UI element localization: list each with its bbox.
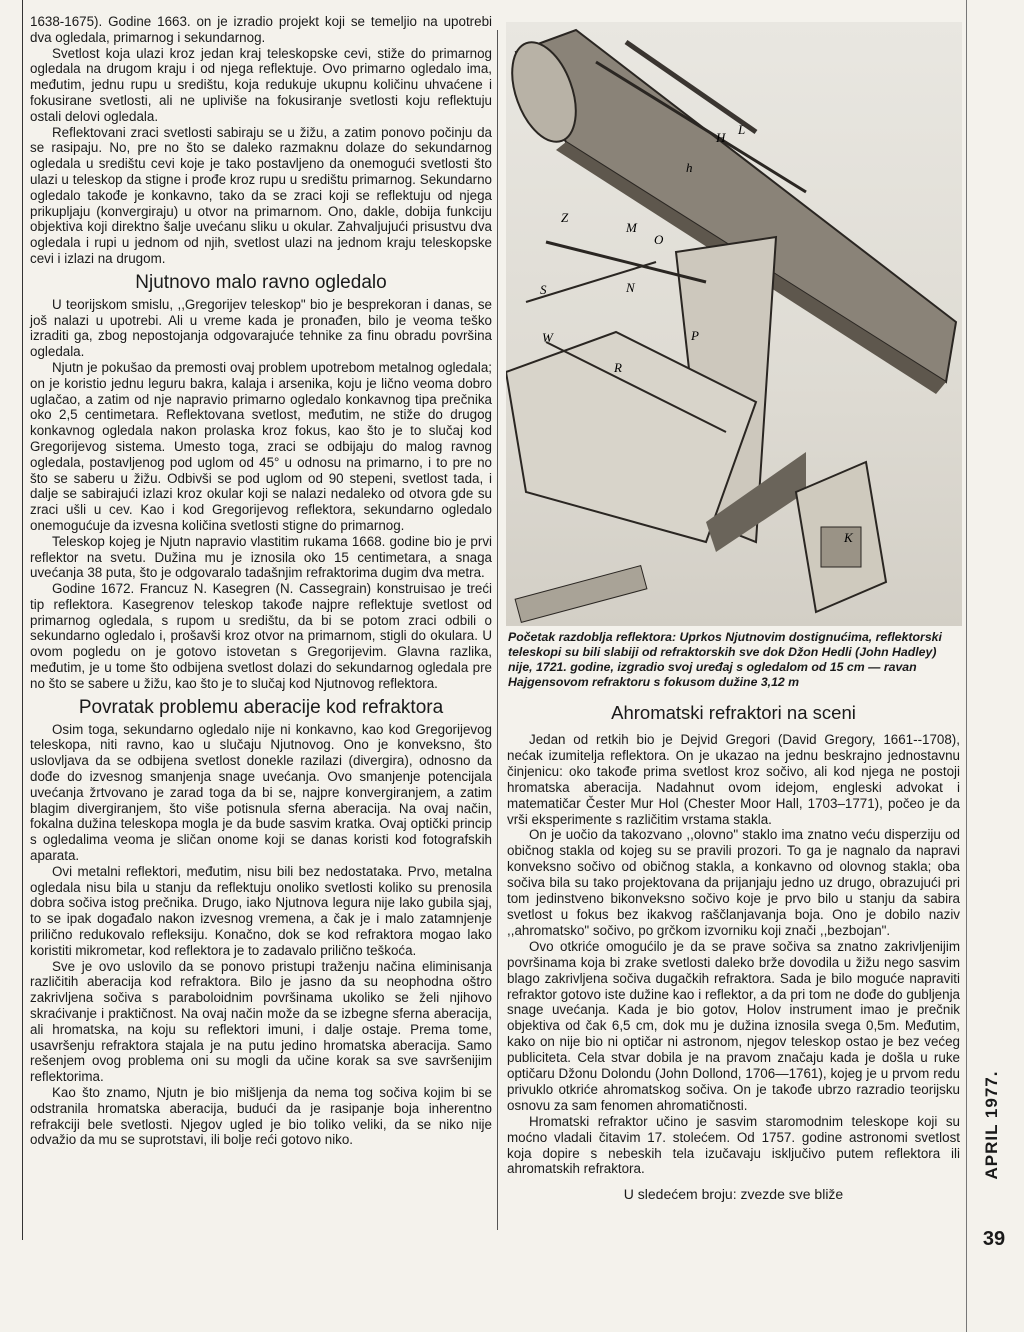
paragraph: U teorijskom smislu, ,,Gregorijev teleskop" bio je besprekoran i danas, se još nalazi u upotrebi. Ali u vreme kada je pronađen, bilo je veoma teško izraditi ga, zbog nepostojanja odgovarajuće tehnike za finu obradu površina ogledala. — [30, 296, 492, 360]
issue-date-text: APRIL 1977. — [982, 1070, 1001, 1180]
paragraph: Sve je ovo uslovilo da se ponovo pristupi traženju načina eliminisanja različitih aberacija kod refraktora. Bilo je jasno da su neophodna oštro zakrivljena sočiva s paraboloidnim površinama ukoliko se želi njihovo skraćivanje i praktičnost. Na ovaj način može da se izbegne sferna aberacija, ali hromatska, na koju su reflektori imuni, i dalje ostaje. Prema tome, usavršenju refraktora stajala je na putu jedino hromatska aberacija. Samo rešenjem ovog problema oni su mogli da učine korak sa sve savršenijim reflektorima. — [30, 958, 492, 1085]
figure-letter: S — [540, 282, 547, 297]
paragraph: Njutn je pokušao da premosti ovaj problem upotrebom metalnog ogledala; on je koristio jednu leguru bakra, kalaja i arsenika, koju je lično veoma dobro uglačao, a zatim od nje napravio primarno ogledalo konkavnog tipa prečnika oko 2,5 centimetara. Reflektovana svetlost, međutim, ne stiže do drugog konkavnog ogledala nakon prolaska kroz fokus, kao što je to slučaj kod Gregorijevog sistema. Umesto toga, zraci se odbijaju do malog ravnog ogledala, postavljenog pod uglom od 45° u odnosu na primarno, i to pre no što se saberu u žižu. Odbivši se pod uglom od 90 stepeni, svetlost tada, i dalje se sabirajući izlazi kroz okular koji se nalazi nedaleko od otvora gde su zraci ušli u cev. Kao i kod Gregorijevog reflektora, sekundarno ogledalo onemogućuje da izvesna količina svetlosti stigne do primarnog. — [30, 359, 492, 533]
figure-letter: Z — [561, 210, 569, 225]
figure-caption: Početak razdoblja reflektora: Uprkos Njutnovim dostignućima, reflektorski teleskopi su bili slabiji od refraktorskih sve dok Džon Hedli (John Hadley) nije, 1721. godine, izgradio svoj uređaj s ogledalom od 15 cm — ravan Hajgensovom refraktoru s fokusom dužine 3,12 m — [508, 630, 942, 689]
section-heading: Povratak problemu aberacije kod refraktora — [78, 696, 444, 718]
figure-letter: R — [614, 360, 622, 375]
paragraph: Kao što znamo, Njutn je bio mišljenja da nema tog sočiva kojim bi se odstranila hromatska aberacija, budući da je rasipanje boja inherentno refrakciji bele svetlosti. Njegov ugled je bio toliko veliki, da se niko nije odvažio da mu se suprotstavi, ili bolje reći gotovo niko. — [30, 1085, 492, 1148]
paragraph: Ovo otkriće omogućilo je da se prave sočiva sa znatno zakrivljenijim površinama koja bi zrake svetlosti daleko brže dovodila u žižu nego sasvim blago zakrivljena sočiva dugačkih refraktora. Sada je bilo moguće napraviti refraktor gotovo iste dužine kao i reflektor, a da pri tom ne dođe do gubljenja snage uvećanja. Kada je bio gotov, Holov instrument imao je prečnik objektiva od čak 6,5 cm, dok mu je dužina iznosila svega 0,5m. Međutim, kako on nije bio ni optičar ni astronom, njegov teleskop ostao je bez većeg publiciteta. Cela stvar dobila je na pravom značaju kada je došla u ruke optičaru Džonu Dolondu (John Dollond, 1706—1761), kojeg je u prvom redu privuklo otkriće ahromatskog sočiva. On je takođe ubrzo razradio teorijsku osnovu za sam fenomen ahromatičnosti. — [507, 938, 960, 1113]
figure-letter: H — [716, 130, 726, 145]
figure-letter: h — [686, 160, 693, 175]
right-column — [507, 702, 960, 1203]
left-column — [30, 14, 492, 1148]
figure-letter: W — [542, 330, 553, 345]
figure-letter: P — [691, 328, 699, 343]
paragraph: Svetlost koja ulazi kroz jedan kraj teleskopske cevi, stiže do primarnog ogledala na drugom kraju i od njega reflektuje. Ovo primarno ogledalo ima, međutim, jednu rupu u središtu, koja redukuje ukupnu količinu uhvaćene i fokusirane svetlosti, ali ne upliviše na fokusiranje svetlosti koju reflektuju ostali delovi ogledala. — [30, 45, 492, 124]
paragraph: Teleskop kojeg je Njutn napravio vlastitim rukama 1668. godine bio je prvi reflektor na svetu. Dužina mu je iznosila oko 15 centimetara, a snaga uvećanja 38 puta, što je odgovaralo tadašnjim refraktorima dugim dva metra. — [30, 533, 492, 581]
paragraph: 1638-1675). Godine 1663. on je izradio projekt koji se temeljio na upotrebi dva ogledala, primarnog i sekundarnog. — [30, 14, 492, 45]
page-number: 39 — [982, 1228, 1006, 1250]
figure-letter: N — [626, 280, 635, 295]
figure-letters — [506, 22, 962, 626]
section-heading: Ahromatski refraktori na sceni — [611, 702, 856, 723]
paragraph: Godine 1672. Francuz N. Kasegren (N. Cassegrain) konstruisao je treći tip reflektora. Kasegrenov teleskop takođe najpre reflektuje svetlost od primarnog ogledala, s rupom u središtu, da bi se potom zraci odbili o sekundarno ogledalo i, prošavši kroz otvor na primarnom, stigli do okulara. U ovom pogledu on je gotovo istovetan s Gregorijevim. Glavna razlika, međutim, je u tome što odbijena svetlost dolazi do sekundarnog ogledala pre no što se sabere u žižu, kao što je to slučaj kod Njutnovog reflektora. — [30, 581, 492, 691]
paragraph: On je uočio da takozvano ,,olovno" staklo ima znatno veću disperziju od običnog stakla od kojeg su se pravili prozori. To ga je nagnalo da napravi konveksno sočivo od običnog stakla, a konkavno od olovnog stakla; oba sočiva bila su tako projektovana da prijanjaju jedno uz drugo, obrazujući pri tom jedinstveno bikonveksno sočivo koje je prvo bilo u stanju da sabira svetlost u fokus bez ikakvog raščlanjavanja boja. Ono je dobilo naziv ,,ahromatsko" sočivo, po grčkom izvorniku koji znači ,,bezbojan". — [507, 827, 960, 938]
paragraph: Reflektovani zraci svetlosti sabiraju se u žižu, a zatim ponovo počinju da se rasipaju. No, pre no što se daleko razmaknu dolaze do sekundarnog ogledala u središtu cevi koje je tako postavljeno da onemogući svetlosti što ulazi u teleskop da stigne i prođe kroz rupu u središtu primarnog. Sekundarno ogledalo takođe je konkavno, tako da se zraci koji se reflektuju od njega prikupljaju (konvergiraju) u otvor na primarnom. Ono, dakle, dobija funkciju objektiva koji direktno šalje uvećanu sliku u okular. Zahvaljujući prisustvu dva ogledala i rupi u jednom od njih, svetlost ulazi na jednom kraju teleskopske cevi i izlazi na drugom. — [30, 124, 492, 266]
figure-letter: K — [844, 530, 853, 545]
paragraph: Osim toga, sekundarno ogledalo nije ni konkavno, kao kod Gregorijevog teleskopa, niti ravno, kao u slučaju Njutnovog. Ono je konveksno, što uslovljava da se odbijena svetlost donekle razilazi (divergira), odnosno da dođe do izvesnog smanjenja snage uvećanja. Ovo smanjenje potencijala uvećanja žrtvovano je zarad toga da bi se, najpre konvergiranjem, a zatim blagim divergiranjem, što više potisnula sferna aberacija. Na ovaj način, fokalna dužina teleskopa mogla je da bude sasvim kratka. Ovaj optički princip s ogledalima veoma je sličan onome koji se danas koristi kod fotografskih aparata. — [30, 721, 492, 864]
next-issue-teaser: U sledećem broju: zvezde sve bliže — [623, 1186, 844, 1203]
figure-letter: O — [654, 232, 664, 247]
paragraph: Hromatski refraktor učino je sasvim staromodnim teleskope koji su moćno vladali čitavim 17. stolećem. Od 1757. godine astronomi svetlost koja dopire s nebeskih tela izučavaju isključivo putem reflektora ili ahromatskih refraktora. — [507, 1113, 960, 1177]
section-heading: Njutnovo malo ravno ogledalo — [135, 271, 387, 293]
figure-letter: L — [738, 122, 746, 137]
right-margin-rule — [966, 0, 967, 1332]
paragraph: Ovi metalni reflektori, međutim, nisu bili bez nedostataka. Prvo, metalna ogledala nisu bila u stanju da reflektuju onoliko svetlosti koliko su prenosila dobra sočiva istog prečnika. Drugo, iako Njutnova legura nije lako gubila sjaj, to se ipak događalo nakon izvesnog vremena, a čak je i malo zatamnjenje prilično redukovalo refleksiju. Konačno, dok se kod refraktora mogao lako koristiti mikrometar, kod reflektora je to zadavalo prilično teškoća. — [30, 863, 492, 958]
telescope-engraving-image — [506, 22, 962, 626]
figure-letter: M — [626, 220, 637, 235]
issue-date — [972, 1050, 1012, 1200]
left-margin-rule — [22, 0, 23, 1240]
column-divider — [497, 30, 498, 1230]
paragraph: Jedan od retkih bio je Dejvid Gregori (David Gregory, 1661--1708), nećak izumitelja reflektora. On je ukazao na jednu beskrajno jednostavnu činjenicu: oko takođe prima svetlost kroz sočivo, ali kod njega ne postoji hromatska aberacija. Nadahnut ovom idejom, engleski advokat i matematičar Čester Mur Hol (Chester Moor Hall, 1703–1771), počeo je da vrši eksperimente s različitim vrstama stakla. — [507, 732, 960, 827]
